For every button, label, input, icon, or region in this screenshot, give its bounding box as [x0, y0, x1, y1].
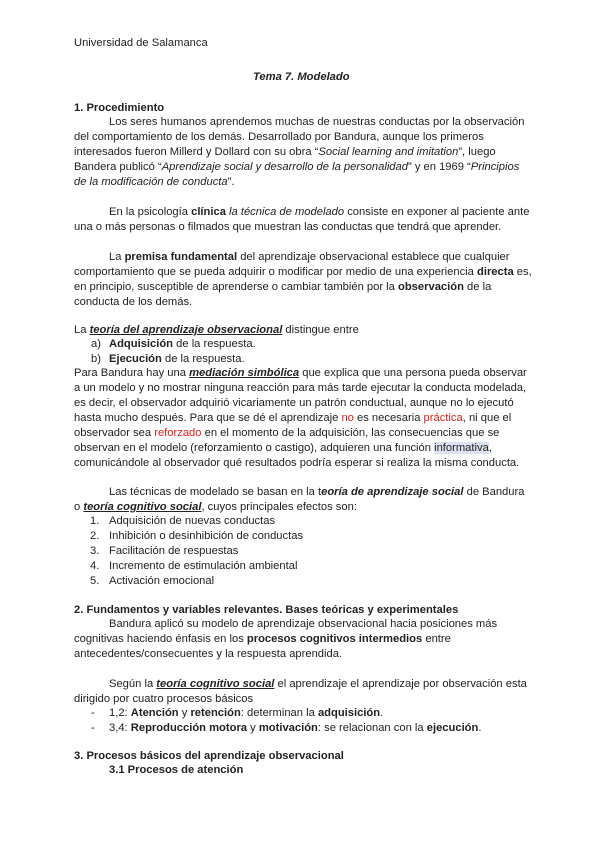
paragraph-theory-intro: La teoría del aprendizaje observacional distingue entre: [74, 324, 359, 336]
institution-header: Universidad de Salamanca: [74, 37, 208, 49]
list-item: b): [91, 353, 101, 365]
section-1-heading: 1. Procedimiento: [74, 102, 165, 114]
list-item: -: [91, 707, 95, 719]
list-item: a): [91, 338, 101, 350]
document-page: Universidad de Salamanca Tema 7. Modelado 1. Procedimiento Los seres humanos aprendemos muchas de nuestras conductas por la observación del comportamiento de los demás. Desarrollado por Bandura, aunque los primeros interesados fueron Millerd y Dollard con su obra “Social learning and imitation”, luego Bandera publicó “Aprendizaje social y desarrollo de la personalidad” y en 1969 “Principios de la modificación de conducta”. En la psicología clínica la técnica de modelado consiste en exponer al paciente ante una o más personas o filmados que muestran las conductas que tendrá que aprender. La premisa fundamental del aprendizaje observacional establece que cualquier comportamiento que se pueda adquirir o modificar por medio de una experiencia directa es, en principio, susceptible de aprenderse o cambiar también por la observación de la conducta de los demás. La teoría del aprendizaje observacional distingue entre a) Adquisición de la respuesta. b) Ejecución de la respuesta. Para Bandura hay una mediación simbólica que explica que una persona pueda observar a un modelo y no mostrar ninguna reacción para más tarde ejecutar la conducta modelada, es decir, el observador adquirió vicariamente un patrón conductual, aunque no lo ejecutó hasta mucho después. Para que se dé el aprendizaje no es necesaria práctica, ni que el observador sea reforzado en el momento de la adquisición, las consecuencias que se observan en el modelo (reforzamiento o castigo), adquieren una función informativa, comunicándole al observador qué resultados podría esperar si realiza la misma conducta. Las técnicas de modelado se basan en la teoría de aprendizaje social de Bandura o teoría cognitivo social, cuyos principales efectos son: 1. Adquisición de nuevas conductas 2. Inhibición o desinhibición de conductas 3. Facilitación de respuestas 4. Incremento de estimulación ambiental 5. Activación emocional 2. Fundamentos y variables relevantes. Bases teóricas y experimentales Bandura aplicó su modelo de aprendizaje observacional hacia posiciones más cognitivas haciendo énfasis en los procesos cognitivos intermedios entre antecedentes/consecuentes y la respuesta aprendida. Según la teoría cognitivo social el aprendizaje el aprendizaje por observación esta dirigido por cuatro procesos básicos - 1,2: Atención y retención: determinan la adquisición. - 3,4: Reproducción motora y motivación: se relacionan con la ejecución. 3. Procesos básicos del aprendizaje observacional 3.1 Procesos de atención: [74, 37, 532, 776]
document-title: Tema 7. Modelado: [253, 71, 350, 83]
list-item: -: [91, 722, 95, 734]
section-3-heading: 3. Procesos básicos del aprendizaje observacional: [74, 750, 344, 762]
section-2-heading: 2. Fundamentos y variables relevantes. Bases teóricas y experimentales: [74, 604, 459, 616]
subsection-3-1-heading: 3.1 Procesos de atención: [109, 764, 244, 776]
